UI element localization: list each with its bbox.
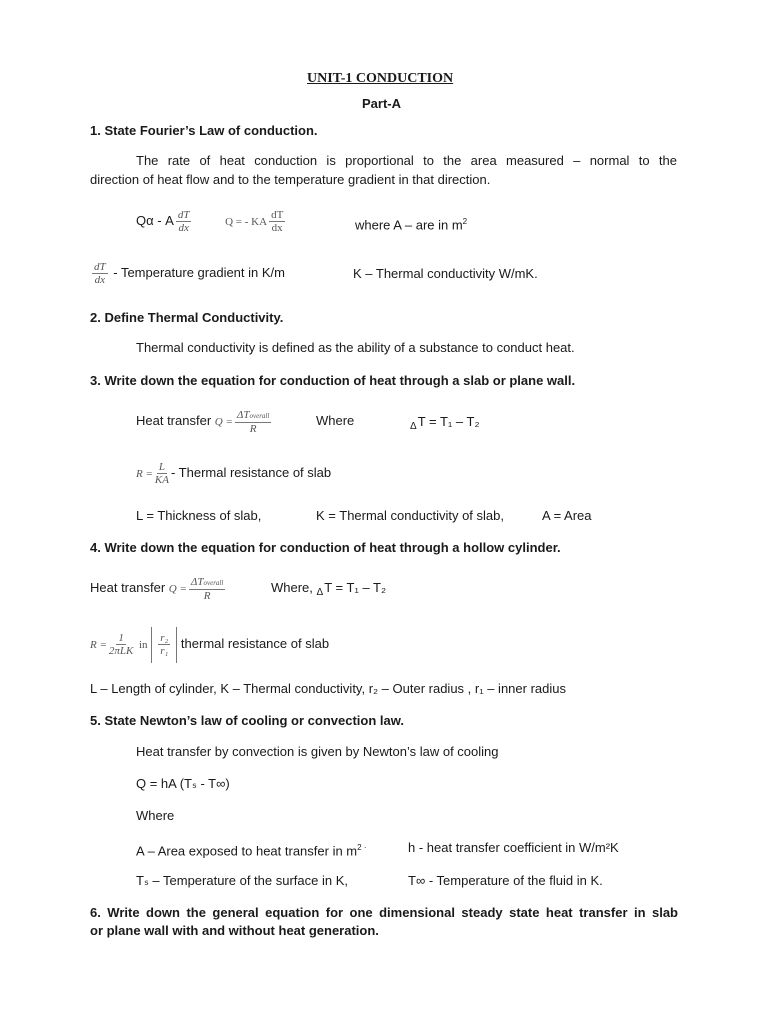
eq-text: Q = - KA — [225, 216, 268, 228]
ts-def: Tₛ – Temperature of the surface in K, — [136, 873, 348, 888]
a-def: A – Area exposed to heat transfer in $m^{2 \cdot}$ — [136, 843, 367, 859]
delta-t: Where, $_\Delta$T = T₁ – T₂ — [271, 580, 387, 598]
q2-para: Thermal conductivity is defined as the ability of a substance to conduct heat. — [136, 340, 575, 355]
where-label: Where — [316, 413, 355, 428]
fourier-equation — [136, 206, 287, 237]
q1-para-line1: The rate of heat conduction is proportional to the area measured – normal to the — [136, 153, 677, 168]
fraction: $\frac{1}{\text{2πLK}}$ — [108, 632, 134, 658]
slab-equation: Heat transfer Q = $\frac{\text{ΔToverall}}{R}$ — [136, 408, 270, 435]
cylinder-equation: Heat transfer Q = $\frac{\text{ΔToverall}}{R}$ — [90, 575, 224, 602]
part-heading: Part-A — [362, 96, 402, 111]
fraction: $\frac{\text{ΔToverall}}{R}$ — [236, 408, 270, 435]
q1-para-line2: direction of heat flow and to the temperature gradient in that direction. — [90, 172, 491, 187]
q1-heading: 1. State Fourier’s Law of conduction. — [90, 123, 318, 138]
k-def: K = Thermal conductivity of slab, — [316, 508, 504, 523]
newton-equation: Q = hA (Tₛ - T∞) — [136, 776, 230, 791]
fraction: $\frac{L}{KA}$ — [154, 461, 169, 487]
eq-text: Qα - A — [136, 213, 174, 228]
bracket: $\frac{\text{r₂}}{\text{r₁}}$ — [151, 627, 177, 663]
fraction: $\frac{\text{ΔToverall}}{R}$ — [190, 575, 224, 602]
a-def: A = Area — [542, 508, 592, 523]
document-title: UNIT-1 CONDUCTION — [307, 71, 454, 86]
q3-heading: 3. Write down the equation for conduction of heat through a slab or plane wall. — [90, 373, 576, 388]
fraction: $\frac{dT}{dx}$ — [271, 209, 284, 235]
gradient-def: $\frac{dT}{dx}$ - Temperature gradient in K/m — [94, 261, 285, 287]
h-def: h - heat transfer coefficient in W/m²K — [408, 840, 619, 855]
tinf-def: T∞ - Temperature of the fluid in K. — [408, 873, 603, 888]
q2-heading: 2. Define Thermal Conductivity. — [90, 310, 284, 325]
fraction: $\frac{dT}{dx}$ — [177, 209, 190, 235]
q5-para: Heat transfer by convection is given by Newton’s law of cooling — [136, 744, 499, 759]
q6-heading-line1: 6. Write down the general equation for one dimensional steady state heat transfer in slab — [90, 905, 678, 920]
q4-heading: 4. Write down the equation for conduction of heat through a hollow cylinder. — [90, 540, 561, 555]
l-def: L = Thickness of slab, — [136, 508, 262, 523]
area-units: where A – are in $m^2$ — [355, 217, 468, 233]
where-label: Where — [136, 808, 175, 823]
delta-t: $_\Delta$T = T₁ – T₂ — [410, 414, 480, 432]
fraction: $\frac{dT}{dx}$ — [94, 261, 106, 287]
cylinder-defs: L – Length of cylinder, K – Thermal conductivity, r₂ – Outer radius , r₁ – inner radius — [90, 681, 566, 696]
slab-resistance: R = $\frac{L}{KA}$ - Thermal resistance of slab — [136, 461, 332, 487]
cylinder-resistance: R = $\frac{1}{\text{2πLK}}$ in $\frac{\text{r₂}}{\text{r₁}}$ thermal resistance of slab — [90, 624, 329, 665]
k-def: K – Thermal conductivity W/mK. — [353, 266, 538, 281]
q6-heading-line2: or plane wall with and without heat generation. — [90, 923, 379, 938]
q5-heading: 5. State Newton’s law of cooling or convection law. — [90, 713, 404, 728]
